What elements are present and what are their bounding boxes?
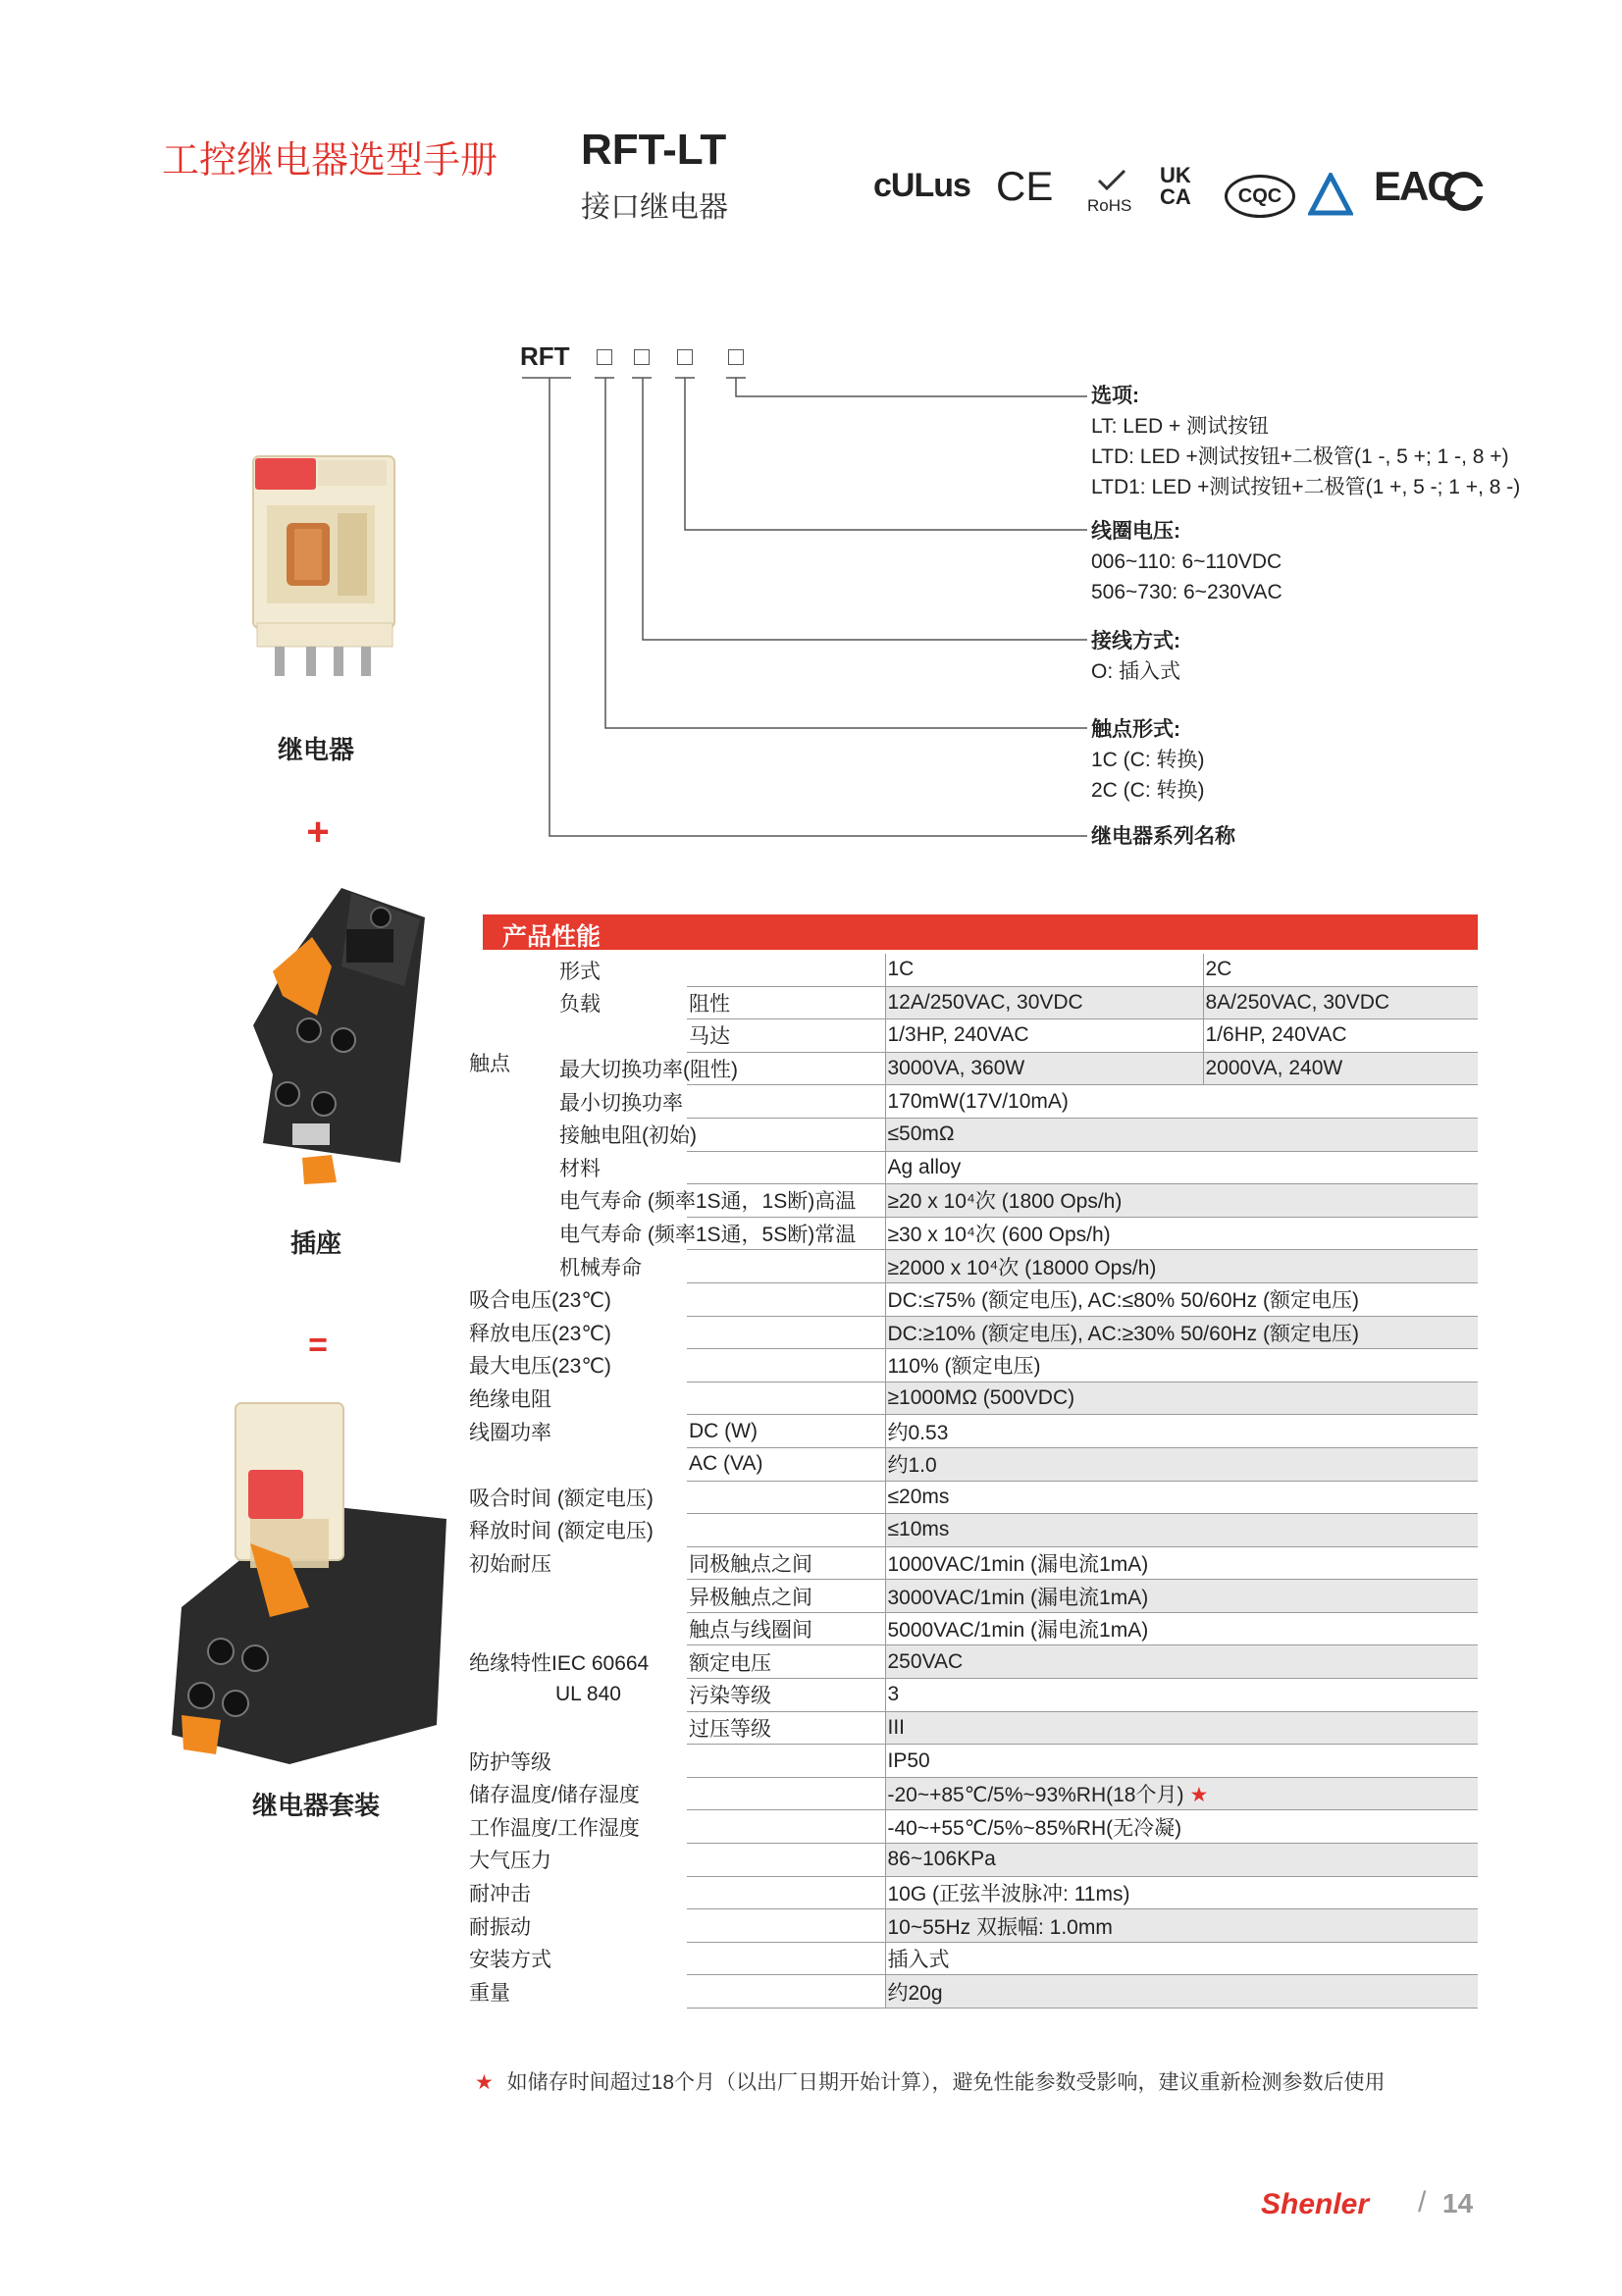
spec-cell-d: 10~55Hz 双振幅: 1.0mm <box>885 1909 1478 1943</box>
code-prefix: RFT <box>520 341 570 371</box>
spec-cell-a <box>467 1019 559 1053</box>
spec-cell-b: 材料 <box>559 1157 601 1180</box>
spec-title: 产品性能 <box>502 923 602 951</box>
spec-cell-a <box>467 1250 559 1283</box>
legend-connection-plugin: O: 插入式 <box>1091 660 1181 683</box>
spec-row <box>467 1151 1478 1184</box>
spec-cell-c: 过压等级 <box>687 1711 885 1745</box>
spec-cell-c: AC (VA) <box>687 1447 885 1481</box>
spec-cell-a: 释放时间 (额定电压) <box>469 1520 654 1543</box>
spec-cell-b <box>559 1844 687 1877</box>
spec-cell-c <box>687 1282 885 1316</box>
spec-cell-b: 电气寿命 (频率1S通，5S断)常温 <box>559 1224 857 1247</box>
page-number: 14 <box>1442 2188 1474 2218</box>
spec-cell-a <box>467 1151 559 1184</box>
footer-separator: / <box>1418 2186 1427 2218</box>
spec-row <box>467 1052 1478 1085</box>
spec-cell-a: 吸合时间 (额定电压) <box>469 1487 654 1510</box>
spec-row <box>467 1645 1478 1679</box>
plus-sign: + <box>306 810 330 854</box>
spec-cell-c <box>687 1909 885 1943</box>
legend-options-title: 选项: <box>1091 385 1139 407</box>
brand-logo: Shenler <box>1261 2188 1370 2220</box>
spec-cell-d: DC:≤75% (额定电压), AC:≤80% 50/60Hz (额定电压) <box>885 1282 1478 1316</box>
spec-cell-d: Ag alloy <box>885 1151 1478 1184</box>
spec-cell-d: -40~+55℃/5%~85%RH(无冷凝) <box>885 1810 1478 1844</box>
relay-kit-label: 继电器套装 <box>251 1791 380 1820</box>
spec-row <box>467 1810 1478 1844</box>
legend-connection <box>1091 626 1180 687</box>
spec-cell-a <box>467 1217 559 1250</box>
spec-cell-d: 3000VA, 360W <box>885 1052 1203 1085</box>
model-subtitle: 接口继电器 <box>581 191 728 224</box>
star-icon: ★ <box>475 2071 494 2094</box>
legend-series-title: 继电器系列名称 <box>1091 825 1235 848</box>
spec-row <box>467 1876 1478 1909</box>
spec-table <box>467 954 1478 2009</box>
storage-note <box>475 2066 1386 2096</box>
relay-kit-image <box>162 1391 456 1779</box>
spec-cell-c: 触点与线圈间 <box>687 1612 885 1645</box>
spec-row <box>467 1745 1478 1778</box>
storage-note-text: 如储存时间超过18个月（以出厂日期开始计算），避免性能参数受影响，建议重新检测参数后使用 <box>506 2071 1386 2094</box>
spec-cell-b: 机械寿命 <box>559 1256 642 1279</box>
spec-cell-a: 最大电压(23℃) <box>469 1355 611 1379</box>
spec-cell-a <box>467 1052 559 1085</box>
spec-cell-a: 初始耐压 <box>469 1552 551 1576</box>
spec-row <box>467 1975 1478 2009</box>
legend-options <box>1091 381 1520 502</box>
spec-cell-d: 5000VAC/1min (漏电流1mA) <box>885 1612 1478 1645</box>
spec-cell-b <box>559 1415 687 1448</box>
spec-cell-d: ≤50mΩ <box>885 1118 1478 1151</box>
socket-label: 插座 <box>289 1228 341 1258</box>
spec-row <box>467 1546 1478 1580</box>
spec-cell-d: -20~+85℃/5%~93%RH(18个月) ★ <box>885 1777 1478 1810</box>
spec-cell-a: 重量 <box>469 1981 510 2005</box>
spec-row <box>467 1612 1478 1645</box>
spec-cell-c: 额定电压 <box>687 1645 885 1679</box>
spec-cell-c <box>687 1810 885 1844</box>
spec-cell-a: 大气压力 <box>469 1850 551 1873</box>
spec-cell-b: 最大切换功率(阻性) <box>559 1059 738 1082</box>
spec-cell-d: ≥30 x 10⁴次 (600 Ops/h) <box>885 1217 1478 1250</box>
spec-row <box>467 1415 1478 1448</box>
spec-cell-b: 接触电阻(初始) <box>559 1124 697 1148</box>
spec-cell-c <box>687 1349 885 1383</box>
cqc-icon: CQC <box>1225 175 1295 218</box>
spec-cell-d: 1C <box>885 954 1203 986</box>
spec-cell-c <box>687 1777 885 1810</box>
spec-cell-b <box>559 1745 687 1778</box>
spec-cell-a: 耐冲击 <box>469 1882 531 1905</box>
spec-row <box>467 1580 1478 1613</box>
spec-cell-b <box>559 1580 687 1613</box>
spec-row <box>467 1316 1478 1349</box>
spec-cell-a: 耐振动 <box>469 1915 531 1939</box>
spec-cell-b: 形式 <box>559 960 601 983</box>
spec-cell-a: 吸合电压(23℃) <box>469 1289 611 1313</box>
spec-cell-c <box>687 1745 885 1778</box>
legend-contact-title: 触点形式: <box>1091 718 1180 741</box>
spec-cell-d: 250VAC <box>885 1645 1478 1679</box>
spec-cell-a: 绝缘特性IEC 60664 <box>469 1651 650 1675</box>
ce-icon: CE <box>996 163 1054 209</box>
spec-row <box>467 1382 1478 1415</box>
spec-cell-c: 污染等级 <box>687 1679 885 1712</box>
model-title: RFT-LT <box>581 126 727 174</box>
spec-cell-e: 1/6HP, 240VAC <box>1203 1019 1478 1053</box>
spec-cell-d: ≤10ms <box>885 1514 1478 1547</box>
spec-cell-c <box>687 1942 885 1975</box>
spec-row <box>467 1844 1478 1877</box>
spec-cell-c: 阻性 <box>687 986 885 1019</box>
spec-cell-b <box>559 1546 687 1580</box>
spec-cell-a <box>467 1184 559 1218</box>
spec-row <box>467 1085 1478 1119</box>
spec-cell-d: 3000VAC/1min (漏电流1mA) <box>885 1580 1478 1613</box>
spec-contact-group: 触点 <box>469 1053 510 1075</box>
legend-coil <box>1091 516 1282 607</box>
spec-cell-a <box>467 1118 559 1151</box>
spec-cell-c <box>687 1514 885 1547</box>
spec-cell-b: 电气寿命 (频率1S通，1S断)高温 <box>559 1190 857 1214</box>
spec-cell-d: III <box>885 1711 1478 1745</box>
spec-cell-c: 马达 <box>687 1019 885 1053</box>
spec-cell-d: 170mW(17V/10mA) <box>885 1085 1478 1119</box>
spec-cell-b <box>559 1612 687 1645</box>
spec-cell-d: 86~106KPa <box>885 1844 1478 1877</box>
spec-cell-b <box>559 1876 687 1909</box>
spec-cell-d: 110% (额定电压) <box>885 1349 1478 1383</box>
spec-cell-e: 8A/250VAC, 30VDC <box>1203 986 1478 1019</box>
spec-row <box>467 1184 1478 1218</box>
spec-cell-b <box>559 1711 687 1745</box>
spec-cell-a: 工作温度/工作湿度 <box>469 1816 640 1840</box>
spec-row <box>467 1349 1478 1383</box>
spec-cell-b <box>559 1909 687 1943</box>
spec-row <box>467 1514 1478 1547</box>
spec-cell-d: 1/3HP, 240VAC <box>885 1019 1203 1053</box>
legend-series <box>1091 821 1235 852</box>
legend-option-ltd1: LTD1: LED +测试按钮+二极管(1 +, 5 -; 1 +, 8 -) <box>1091 476 1521 498</box>
spec-cell-a <box>467 986 559 1019</box>
spec-cell-b <box>559 1942 687 1975</box>
rohs-icon: RoHS <box>1087 196 1131 216</box>
spec-cell-c <box>687 1876 885 1909</box>
spec-cell-a <box>467 1612 559 1645</box>
spec-row <box>467 1711 1478 1745</box>
spec-cell-c: 同极触点之间 <box>687 1546 885 1580</box>
spec-cell-c: DC (W) <box>687 1415 885 1448</box>
spec-cell-c <box>687 1250 885 1283</box>
spec-cell-b <box>559 1975 687 2009</box>
legend-option-lt: LT: LED + 测试按钮 <box>1091 415 1270 438</box>
spec-row <box>467 1217 1478 1250</box>
spec-cell-c <box>687 1151 885 1184</box>
spec-cell-a: 防护等级 <box>469 1750 551 1774</box>
spec-cell-d: 约20g <box>885 1975 1478 2009</box>
spec-cell-b: 负载 <box>559 992 601 1016</box>
spec-cell-b <box>559 1382 687 1415</box>
cul-us-icon: cULus <box>873 167 970 204</box>
spec-cell-a <box>467 1085 559 1119</box>
spec-cell-c <box>687 1382 885 1415</box>
legend-coil-title: 线圈电压: <box>1091 520 1180 543</box>
spec-cell-c <box>687 1085 885 1119</box>
spec-cell-a: UL 840 <box>555 1683 621 1706</box>
catalog-title: 工控继电器选型手册 <box>162 140 498 182</box>
spec-title-bar <box>483 914 1478 950</box>
legend-connection-title: 接线方式: <box>1091 630 1180 652</box>
spec-cell-b <box>559 1447 687 1481</box>
spec-row <box>467 1481 1478 1514</box>
spec-row <box>467 1447 1478 1481</box>
spec-cell-b: 最小切换功率 <box>559 1091 683 1115</box>
spec-cell-a: 储存温度/储存湿度 <box>469 1784 640 1807</box>
spec-row <box>467 1909 1478 1943</box>
relay-label: 继电器 <box>277 735 354 764</box>
spec-cell-d: 约1.0 <box>885 1447 1478 1481</box>
spec-cell-a: 线圈功率 <box>469 1421 551 1444</box>
legend-contact-2c: 2C (C: 转换) <box>1091 779 1205 802</box>
spec-cell-c <box>687 1975 885 2009</box>
spec-cell-e: 2000VA, 240W <box>1203 1052 1478 1085</box>
legend-contact-1c: 1C (C: 转换) <box>1091 749 1205 771</box>
equals-sign: = <box>308 1327 328 1364</box>
legend-coil-dc: 006~110: 6~110VDC <box>1091 550 1282 573</box>
spec-cell-d: DC:≥10% (额定电压), AC:≥30% 50/60Hz (额定电压) <box>885 1316 1478 1349</box>
spec-cell-c <box>687 1316 885 1349</box>
spec-cell-a <box>467 1580 559 1613</box>
legend-option-ltd: LTD: LED +测试按钮+二极管(1 -, 5 +; 1 -, 8 +) <box>1091 445 1509 468</box>
ukca-icon: UKCA <box>1160 163 1191 209</box>
spec-row <box>467 1019 1478 1053</box>
spec-cell-c <box>687 1844 885 1877</box>
spec-cell-b <box>559 1019 687 1053</box>
spec-cell-a <box>467 1711 559 1745</box>
spec-row <box>467 1282 1478 1316</box>
spec-cell-c: 异极触点之间 <box>687 1580 885 1613</box>
spec-row <box>467 1777 1478 1810</box>
spec-row <box>467 1250 1478 1283</box>
socket-image <box>194 878 449 1197</box>
spec-cell-c <box>687 1481 885 1514</box>
spec-cell-c <box>687 1118 885 1151</box>
star-icon: ★ <box>1189 1784 1209 1807</box>
spec-row <box>467 1679 1478 1712</box>
spec-cell-d: ≥1000MΩ (500VDC) <box>885 1382 1478 1415</box>
spec-cell-d: 10G (正弦半波脉冲: 11ms) <box>885 1876 1478 1909</box>
spec-cell-d: 3 <box>885 1679 1478 1712</box>
spec-cell-c <box>687 954 885 986</box>
spec-row <box>467 1118 1478 1151</box>
spec-cell-d: 12A/250VAC, 30VDC <box>885 986 1203 1019</box>
spec-cell-d: ≥20 x 10⁴次 (1800 Ops/h) <box>885 1184 1478 1218</box>
spec-cell-d: 1000VAC/1min (漏电流1mA) <box>885 1546 1478 1580</box>
spec-cell-a: 释放电压(23℃) <box>469 1322 611 1345</box>
spec-cell-d: ≤20ms <box>885 1481 1478 1514</box>
spec-cell-e: 2C <box>1203 954 1478 986</box>
spec-cell-d: ≥2000 x 10⁴次 (18000 Ops/h) <box>885 1250 1478 1283</box>
spec-cell-a: 绝缘电阻 <box>469 1388 551 1412</box>
legend-contact <box>1091 714 1205 806</box>
eac-icon: EAC <box>1374 163 1455 209</box>
spec-cell-d: 约0.53 <box>885 1415 1478 1448</box>
spec-cell-a <box>467 1447 559 1481</box>
spec-row <box>467 1942 1478 1975</box>
legend-coil-ac: 506~730: 6~230VAC <box>1091 581 1282 603</box>
spec-cell-d: 插入式 <box>885 1942 1478 1975</box>
spec-row <box>467 986 1478 1019</box>
spec-cell-a: 安装方式 <box>469 1949 551 1972</box>
spec-row <box>467 954 1478 986</box>
spec-cell-d: IP50 <box>885 1745 1478 1778</box>
spec-cell-a <box>467 954 559 986</box>
